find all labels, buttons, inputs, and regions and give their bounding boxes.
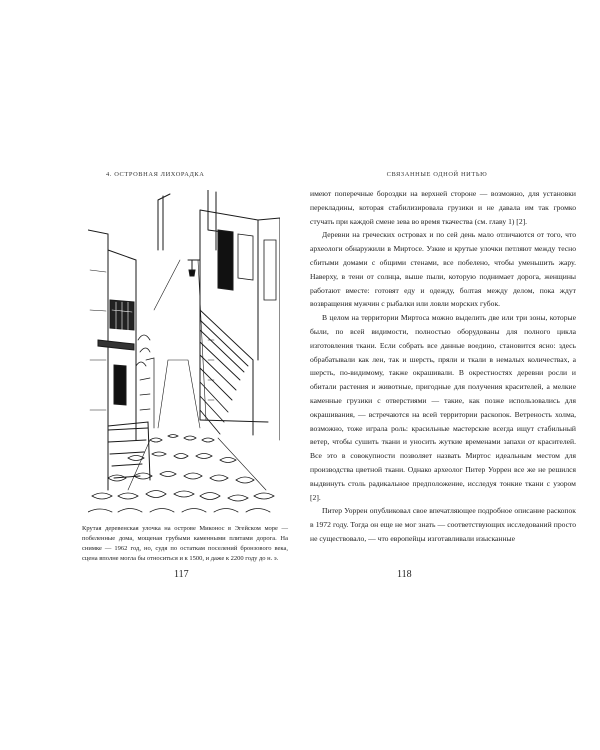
- body-text: [310, 187, 576, 546]
- paragraph: Деревни на греческих островах и по сей день мало отличаются от того, что археологи обнаружили в Миртосе. Узкие и крутые улочки петляют между тесно сбитыми домами с общими стенами, все побелено, чтобы уменьшить жару. Наверху, в тени от солнца, выше пыли, которую поднимает дорога, женщины работают вместе: готовят еду и одежду, болтая между делом, пока ждут возвращения мужчин с рыбалки или ловли морских губок.: [310, 230, 576, 309]
- page-number-left: 117: [174, 569, 189, 580]
- running-head-right: СВЯЗАННЫЕ ОДНОЙ НИТЬЮ: [386, 171, 488, 178]
- paragraph: В целом на территории Миртоса можно выделить две или три зоны, которые были, по всей видимости, полностью оборудованы для полного цикла изготовления ткани. Если собрать все данные воедино, становится ясно: здесь обрабатывали как лен, так и шерсть, пряли и ткали в немалых количествах, а шерсть, по-видимому, также окрашивали. В окрестностях деревни росли и обитали растения и животные, пригодные для получения красителей, а мелкие каменные грузики с отверстиями — такие, как позже использовались для окрашивания, — встречаются на всей территории раскопок. Ветреность холма, возможно, тоже играла роль: красильные мастерские всегда ищут стабильный ветер, чтобы сушить ткани и уносить жуткие временами запахи от красителей. Все это в совокупности позволяет назвать Миртос идеальным местом для производства цветной ткани. Однако археолог Питер Уоррен все же не решился выдвинуть столь радикальное предположение, исследуя тонкие ткани с узором [2].: [310, 313, 576, 502]
- paragraph: имеют поперечные бороздки на верхней стороне — возможно, для установки перекладины, которая стабилизировала грузики и не давала им так громко стучать при каждой смене зева во время ткачества (см. главу 1) [2].: [310, 189, 576, 226]
- page-number-right: 118: [397, 569, 412, 580]
- running-head-left: 4. ОСТРОВНАЯ ЛИХОРАДКА: [106, 171, 205, 178]
- street-drawing-icon: [88, 190, 280, 516]
- right-page: [300, 0, 600, 750]
- paragraph: Питер Уоррен опубликовал свое впечатляющее подробное описание раскопок в 1972 году. Тогда он еще не мог знать — соответствующих исследований просто не существовало, — что европейцы изготавливали изысканные: [310, 506, 576, 543]
- illustration-caption: Крутая деревенская улочка на острове Миконос в Эгейском море — побеленные дома, мощеная грубыми каменными плитами дорога. На снимке — 1962 год, но, судя по остаткам поселений бронзового века, сцена вполне могла бы относиться и к 1500, и даже к 2200 году до н. э.: [82, 525, 288, 562]
